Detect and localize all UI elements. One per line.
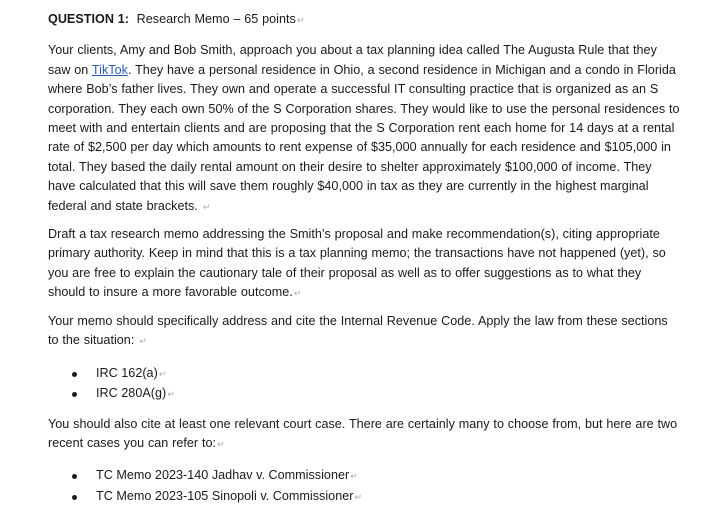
question-label: QUESTION 1: xyxy=(48,12,129,26)
instructions-paragraph xyxy=(48,225,680,304)
case-item: TC Memo 2023-105 Sinopoli v. Commissioner xyxy=(96,488,354,503)
paragraph-mark-icon: ↵ xyxy=(202,201,211,212)
paragraph-mark-icon: ↵ xyxy=(293,288,302,299)
scenario-text-start: Your clients, Amy and Bob Smith, approach you about a tax planning idea called The Augusta Rule that they saw on xyxy=(48,43,657,77)
code-section-list xyxy=(48,364,680,405)
bullet-icon xyxy=(72,495,77,500)
instructions-text: Draft a tax research memo addressing the Smith’s proposal and make recommendation(s), citing appropriate primary authority. Keep in mind that this is a tax planning memo; the transactions have not happened (yet), so you are free to explain the cautionary tale of their proposal as well as to offer suggestions as to what they should to insure a more favorable outcome. xyxy=(48,227,666,300)
bullet-icon xyxy=(72,392,77,397)
paragraph-mark-icon: ↵ xyxy=(350,471,358,482)
bullet-icon xyxy=(72,474,77,479)
list-item xyxy=(48,364,680,385)
code-requirement-paragraph xyxy=(48,312,680,352)
code-section-item: IRC 162(a) xyxy=(96,365,158,380)
paragraph-mark-icon: ↵ xyxy=(139,336,147,347)
paragraph-mark-icon: ↵ xyxy=(217,438,225,449)
paragraph-mark-icon: ↵ xyxy=(296,15,305,25)
tiktok-link[interactable]: TikTok xyxy=(91,62,128,77)
document-page xyxy=(48,10,680,517)
court-case-text: You should also cite at least one relevant court case. There are certainly many to choose from, but here are two recent cases you can refer to: xyxy=(48,416,678,450)
question-heading xyxy=(48,10,680,30)
paragraph-mark-icon: ↵ xyxy=(354,491,363,502)
case-item: TC Memo 2023-140 Jadhav v. Commissioner xyxy=(96,468,350,483)
scenario-paragraph xyxy=(48,41,680,217)
scenario-text-end: . They have a personal residence in Ohio, a second residence in Michigan and a condo in Florida where Bob’s father lives. They own and operate a successful IT consulting practice that is organized as an S corporation. They each own 50% of the S Corporation shares. They would like to use the personal residences to meet with and entertain clients and are proposing that the S Corporation rent each home for 14 days at a rental rate of $2,500 per day which amounts to rent expense of $35,000 annually for each residence and $105,000 in total. They based the daily rental amount on their desire to shelter approximately $100,000 of income. They have calculated that this will save them roughly $40,000 in tax as they are currently in the highest marginal federal and state brackets. xyxy=(48,62,680,213)
code-requirement-text: Your memo should specifically address and cite the Internal Revenue Code. Apply the law from these sections to the situation: xyxy=(48,313,668,348)
case-list xyxy=(48,466,680,507)
list-item xyxy=(48,384,680,405)
court-case-paragraph xyxy=(48,415,680,455)
list-item xyxy=(48,466,680,487)
bullet-icon xyxy=(72,372,77,377)
code-section-item: IRC 280A(g) xyxy=(96,386,167,400)
list-item xyxy=(48,487,680,508)
paragraph-mark-icon: ↵ xyxy=(167,389,175,399)
question-title: Research Memo – 65 points xyxy=(136,12,296,26)
paragraph-mark-icon: ↵ xyxy=(158,368,167,379)
